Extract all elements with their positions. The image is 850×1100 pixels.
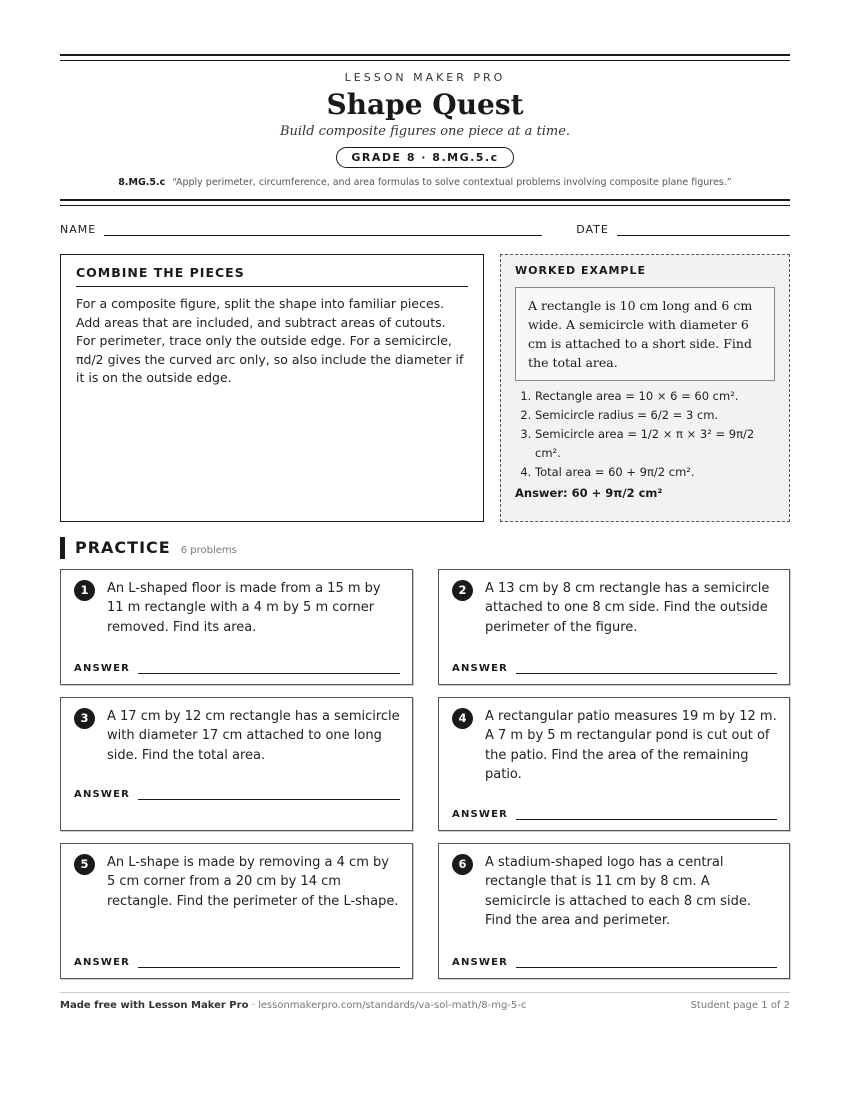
worked-step: 3. Semicircle area = 1/2 × π × 3² = 9π/2 cm². [535, 425, 775, 463]
instruction-row [60, 254, 790, 522]
problem-card-4 [438, 697, 790, 831]
footer-url[interactable]: · lessonmakerpro.com/standards/va-sol-math/8-mg-5-c [248, 1000, 527, 1011]
combine-box [60, 254, 484, 522]
combine-heading: COMBINE THE PIECES [76, 265, 468, 287]
answer-label: ANSWER [452, 957, 509, 968]
answer-field[interactable] [516, 958, 777, 968]
problem-text: An L-shaped floor is made from a 15 m by 11 m rectangle with a 4 m by 5 m corner removed. Find its area. [107, 581, 381, 635]
header-bottom-rule [60, 199, 790, 206]
name-label: NAME [60, 223, 97, 236]
combine-body: For a composite figure, split the shape into familiar pieces. Add areas that are included, and subtract areas of cutouts. For perimeter, trace only the outside edge. For a semicircle, πd/2 gives the curved arc only, so also include the diameter if it is on the outside edge. [76, 296, 464, 385]
worked-step: 1. Rectangle area = 10 × 6 = 60 cm². [535, 387, 775, 406]
answer-label: ANSWER [74, 789, 131, 800]
problem-body [74, 707, 400, 765]
worked-step: 2. Semicircle radius = 6/2 = 3 cm. [535, 406, 775, 425]
date-field[interactable] [617, 225, 790, 236]
name-field[interactable] [104, 225, 542, 236]
grade-badge-wrap [60, 146, 790, 168]
practice-title: PRACTICE [75, 538, 171, 557]
worked-step: 4. Total area = 60 + 9π/2 cm². [535, 463, 775, 482]
worked-example-problem: A rectangle is 10 cm long and 6 cm wide. A semicircle with diameter 6 cm is attached to a short side. Find the total area. [515, 287, 775, 381]
header-top-rule [60, 54, 790, 61]
footer-made: Made free with Lesson Maker Pro [60, 1000, 249, 1011]
answer-row [74, 663, 400, 674]
answer-row [452, 663, 777, 674]
answer-label: ANSWER [74, 663, 131, 674]
answer-label: ANSWER [452, 663, 509, 674]
problem-card-3 [60, 697, 413, 831]
problem-text: A stadium-shaped logo has a central rectangle that is 11 cm by 8 cm. A semicircle is attached to each 8 cm side. Find the area and perimeter. [485, 855, 751, 928]
answer-field[interactable] [516, 664, 777, 674]
problem-number: 4 [452, 708, 473, 729]
problem-number: 3 [74, 708, 95, 729]
worked-example-answer: Answer: 60 + 9π/2 cm² [515, 486, 663, 500]
problem-number: 2 [452, 580, 473, 601]
answer-row [74, 957, 400, 968]
date-label: DATE [576, 223, 609, 236]
problem-number: 5 [74, 854, 95, 875]
problem-card-6 [438, 843, 790, 979]
answer-row [452, 809, 777, 820]
brand-label: LESSON MAKER PRO [344, 71, 506, 84]
practice-grid [60, 569, 790, 979]
worked-example-heading: WORKED EXAMPLE [515, 264, 646, 277]
problem-number: 6 [452, 854, 473, 875]
answer-field[interactable] [138, 790, 400, 800]
worked-example-box [500, 254, 790, 522]
answer-field[interactable] [138, 664, 400, 674]
problem-text: A 17 cm by 12 cm rectangle has a semicircle with diameter 17 cm attached to one long side. Find the total area. [107, 709, 400, 763]
worksheet-page [60, 54, 790, 979]
footer-credit [60, 1000, 526, 1011]
problem-body [452, 707, 777, 784]
worked-example-steps [515, 387, 775, 482]
page-subtitle: Build composite figures one piece at a time. [279, 124, 571, 139]
problem-number: 1 [74, 580, 95, 601]
problem-body [452, 853, 777, 930]
answer-label: ANSWER [452, 809, 509, 820]
name-date-row [60, 223, 790, 236]
grade-badge: GRADE 8 · 8.MG.5.c [336, 147, 513, 168]
problem-body [74, 579, 400, 637]
standard-text: “Apply perimeter, circumference, and area formulas to solve contextual problems involving composite plane figures.” [172, 177, 732, 188]
standard-code: 8.MG.5.c [118, 177, 166, 188]
answer-row [74, 789, 400, 800]
footer-page-number: Student page 1 of 2 [690, 1000, 790, 1011]
answer-field[interactable] [138, 958, 400, 968]
answer-row [452, 957, 777, 968]
problem-text: An L-shape is made by removing a 4 cm by 5 cm corner from a 20 cm by 14 cm rectangle. Find the perimeter of the L-shape. [107, 855, 399, 909]
page-title: Shape Quest [326, 88, 524, 121]
problem-body [452, 579, 777, 637]
problem-card-1 [60, 569, 413, 685]
problem-card-2 [438, 569, 790, 685]
problem-text: A rectangular patio measures 19 m by 12 m. A 7 m by 5 m rectangular pond is cut out of the patio. Find the area of the remaining patio. [485, 709, 777, 782]
problem-text: A 13 cm by 8 cm rectangle has a semicircle attached to one 8 cm side. Find the outside perimeter of the figure. [485, 581, 770, 635]
answer-field[interactable] [516, 810, 777, 820]
practice-heading [60, 537, 790, 559]
page-footer [60, 992, 790, 1011]
standard-line [60, 177, 790, 188]
problem-card-5 [60, 843, 413, 979]
problem-body [74, 853, 400, 911]
practice-count: 6 problems [180, 545, 237, 556]
answer-label: ANSWER [74, 957, 131, 968]
